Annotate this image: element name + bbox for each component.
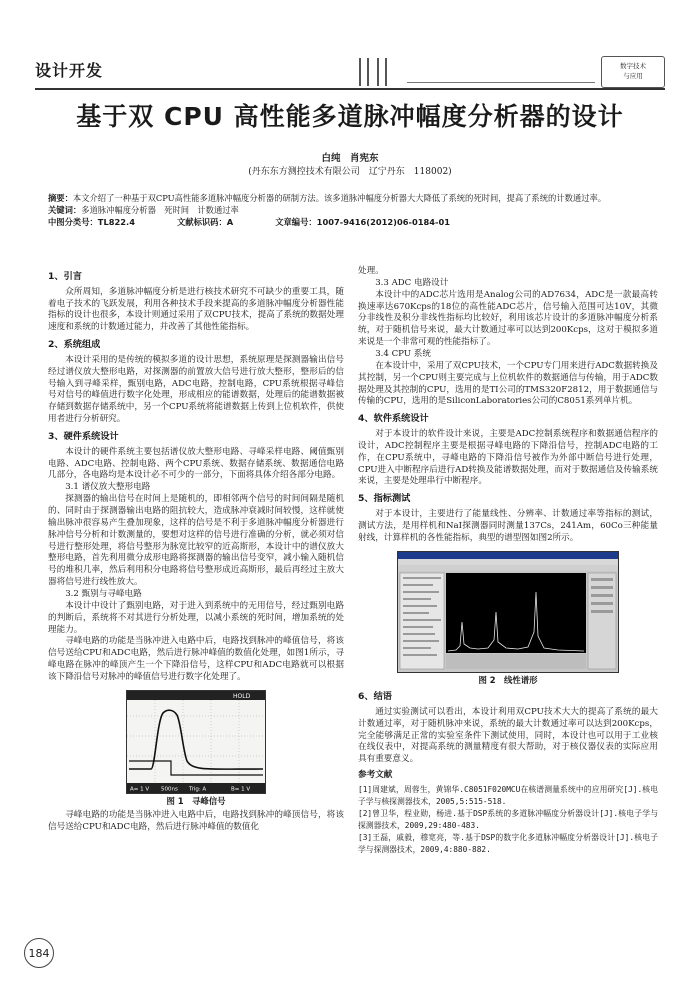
authors: 白纯 肖宪东 bbox=[321, 153, 379, 164]
section-3-3-text: 本设计中的ADC芯片选用是Analog公司的AD7634，ADC是一款最高转换速率达670Kcps的18位的高性能ADC芯片，信号输入范围可达10V，其微分非线性及积分非线性指标均比较好，利用该芯片设计的多道脉冲幅度分析系统，对于随机信号来说，最大计数通过率可以达到200Kcps，这对于模拟多道来说是一个非常可观的性能指标了。 bbox=[358, 289, 658, 348]
classification-row bbox=[48, 216, 656, 228]
scope-readout-b: 500ns bbox=[161, 786, 178, 793]
scope-readout-d: B= 1 V bbox=[231, 786, 251, 793]
section-3-4-heading: 3.4 CPU 系统 bbox=[375, 349, 431, 360]
spectrum-screenshot bbox=[398, 552, 618, 672]
section-1-text: 众所周知，多道脉冲幅度分析是进行核技术研究不可缺少的重要工具，随着电子技术的飞跃发展，利用各种技术手段来提高的多道脉冲幅度分析器性能指标的设计也很多，本设计则通过采用了双CPU技术，提高了系统的数据处理速度和系统的计数通过能力，并改善了其他性能指标。 bbox=[48, 286, 344, 333]
window-title-bar bbox=[398, 552, 618, 559]
section-3-2-text: 本设计中设计了甄别电路，对于进入到系统中的无用信号，经过甄别电路的判断后，系统将不对其进行分析处理，以减小系统的死时间，增加系统的处理能力。 bbox=[48, 600, 344, 635]
oscilloscope-trace bbox=[127, 691, 265, 793]
section-5-text: 对于本设计，主要进行了能量线性、分辨率、计数通过率等指标的测试，测试方法，是用样机和NaI探测器同时测量137Cs，241Am，60Co三种能量射线，计算样机的各性能指标，典型的谱型图如图2所示。 bbox=[358, 508, 658, 543]
journal-logo bbox=[601, 56, 665, 88]
left-column bbox=[48, 266, 344, 834]
section-3-2-text-3: 寻峰电路的功能是当脉冲进入电路中后，电路找到脉冲的峰顶信号，将该信号送给CPU和ADC电路，然后进行脉冲峰值的数值化 bbox=[48, 810, 344, 833]
affiliation: (丹东东方测控技术有限公司 辽宁丹东 118002) bbox=[248, 167, 452, 177]
abstract-block bbox=[48, 192, 656, 228]
reference-1: [1]周建斌，周蓉生，黄锦华.C8051F020MCU在核谱测量系统中的应用研究[J].核电子学与核探测器技术，2005,5:515-518. bbox=[358, 785, 658, 807]
keywords-text: 多道脉冲幅度分析器 死时间 计数通过率 bbox=[81, 205, 239, 216]
section-6-heading: 6、结语 bbox=[358, 691, 392, 703]
reference-3: [3]王磊，戚毅，穆宽亮，等.基于DSP的数字化多道脉冲幅度分析器设计[J].核电子学与探测器技术，2009,4:880-882. bbox=[358, 833, 658, 855]
section-4-heading: 4、软件系统设计 bbox=[358, 413, 429, 425]
window-menu-bar bbox=[398, 559, 618, 565]
header-decoration bbox=[355, 58, 395, 86]
spectrum-plot-area bbox=[446, 573, 586, 653]
page-number: 184 bbox=[24, 938, 54, 968]
section-3-3-heading: 3.3 ADC 电路设计 bbox=[375, 277, 449, 288]
journal-logo-line1: 数字技术 bbox=[620, 62, 646, 70]
keywords-label: 关键词： bbox=[48, 205, 82, 216]
scope-hold-label: HOLD bbox=[233, 692, 251, 700]
header-rule bbox=[407, 82, 595, 83]
section-3-1-heading: 3.1 谱仪放大整形电路 bbox=[65, 482, 151, 493]
figure-2-spectrum-window bbox=[397, 551, 619, 673]
section-2-text: 本设计采用的是传统的模拟多道的设计思想，系统原理是探测器输出信号经过谱仪放大整形电路，对探测器的前置放大信号进行放大整形，整形后的信号输入到寻峰采样，甄别电路，ADC电路，控制电路，CPU系统根据寻峰信号对信号的峰值进行数字化处理，形成相应的能谱数据，处理后的能谱数据被存储到数据存储系统中，另一个CPU系统将能谱数据上传到上位机软件，供使用者进行分析研究。 bbox=[48, 354, 344, 425]
abstract-text: 本文介绍了一种基于双CPU高性能多道脉冲幅度分析器的研制方法。该多道脉冲幅度分析器大大降低了系统的死时间，提高了系统的计数通过率。 bbox=[72, 193, 607, 203]
scope-readout-a: A= 1 V bbox=[130, 786, 150, 793]
section-1-heading: 1、引言 bbox=[48, 271, 82, 282]
abstract bbox=[48, 192, 656, 204]
references-heading: 参考文献 bbox=[358, 770, 393, 781]
paper-title: 基于双 CPU 高性能多道脉冲幅度分析器的设计 bbox=[76, 102, 624, 131]
abstract-label: 摘要： bbox=[48, 193, 73, 203]
right-column bbox=[358, 266, 658, 856]
section-3-4-text: 在本设计中，采用了双CPU技术，一个CPU专门用来进行ADC数据转换及其控制，另一个CPU则主要完成与上位机软件的数据通信与传输，用于ADC数据处理及其控制的CPU，选用的是TI公司的TMS320F2812，用于数据通信与传输的CPU，选用的是SiliconLaboratories公司的C8051系列单片机。 bbox=[358, 360, 658, 407]
keywords bbox=[48, 204, 656, 216]
section-3-2-heading: 3.2 甄别与寻峰电路 bbox=[65, 588, 142, 599]
section-2-heading: 2、系统组成 bbox=[48, 339, 101, 351]
clc-number: 中图分类号：TL822.4 bbox=[48, 217, 135, 228]
section-5-heading: 5、指标测试 bbox=[358, 493, 411, 505]
section-3-text: 本设计的硬件系统主要包括谱仪放大整形电路、寻峰采样电路、阈值甄别电路、ADC电路、控制电路、两个CPU系统、数据存储系统、数据通信电路几部分，各电路均是本设计必不可少的一部分，下面将具体介绍各部分电路。 bbox=[48, 446, 344, 481]
figure-2-caption: 图 2 线性谱形 bbox=[478, 674, 538, 685]
bottom-status-panel bbox=[446, 654, 586, 669]
figure-1-oscilloscope bbox=[126, 690, 266, 794]
reference-2: [2]曾卫华，程业勋，杨进.基于DSP系统的多道脉冲幅度分析器设计[J].核电子学与探测器技术，2009,29:480-483. bbox=[358, 809, 658, 831]
section-3-2-text-2: 寻峰电路的功能是当脉冲进入电路中后，电路找到脉冲的峰值信号，将该信号送给CPU和ADC电路，然后进行脉冲峰值的数值化处理，如图1所示，寻峰电路在脉冲的峰顶产生一个下降沿信号，这样CPU和ADC电路就可以根据该下降沿信号对脉冲的峰值信号进行数字化处理了。 bbox=[48, 636, 344, 682]
section-label: 设计开发 bbox=[35, 61, 104, 80]
section-3-1-text: 探测器的输出信号在时间上是随机的，即相邻两个信号的时间间隔是随机的、同时由于探测器输出电路的阻抗较大，造成脉冲衰减时间较慢，这样就使输出脉冲很容易产生叠加现象，这样的信号是不利于多道脉冲幅度分析器进行脉冲信号分析和计数测量的，要想对这样的信号进行准确的分析，就必须对信号进行整形处理，将信号整形为脉宽比较窄的近高斯形，本设计中的谱仪放大整形电路，首先利用微分成形电路将探测器的输出信号变窄，减小输入随机信号的堆积几率，然后利用积分电路将信号整形成近高斯形，最后再经过主放大器将信号进行线性放大。 bbox=[48, 494, 344, 588]
continued-text: 处理。 bbox=[358, 266, 384, 276]
page-header bbox=[35, 56, 665, 90]
document-code: 文献标识码：A bbox=[176, 217, 234, 228]
window-toolbar bbox=[398, 565, 618, 571]
section-4-text: 对于本设计的软件设计来说，主要是ADC控制系统程序和数据通信程序的设计，ADC控制程序主要是根据寻峰电路的下降沿信号，控制ADC电路的工作，在CPU系统中，寻峰电路的下降沿信号被作为外部中断信号进行处理，CPU进入中断程序后进行AD转换及能谱数据处理，而对于数据通信及传输系统来说，主要是处理串行中断程序。 bbox=[358, 429, 658, 487]
section-3-heading: 3、硬件系统设计 bbox=[48, 430, 119, 442]
section-6-text: 通过实验测试可以看出，本设计利用双CPU技术大大的提高了系统的最大计数通过率，对于随机脉冲来说，系统的最大计数通过率可以达到200Kcps，完全能够满足正常的实验室条件下测试使用，同时，本设计也可以用于工业核在线仪表中，对提高系统的测量精度有很大帮助，对于核仪器仪表的实际应用具有重要意义。 bbox=[358, 706, 658, 765]
figure-1-caption: 图 1 寻峰信号 bbox=[166, 795, 226, 806]
article-number: 文章编号：1007-9416(2012)06-0184-01 bbox=[275, 217, 451, 228]
journal-logo-line2: 与应用 bbox=[623, 72, 643, 81]
scope-readout-c: Trig: A bbox=[189, 786, 207, 793]
